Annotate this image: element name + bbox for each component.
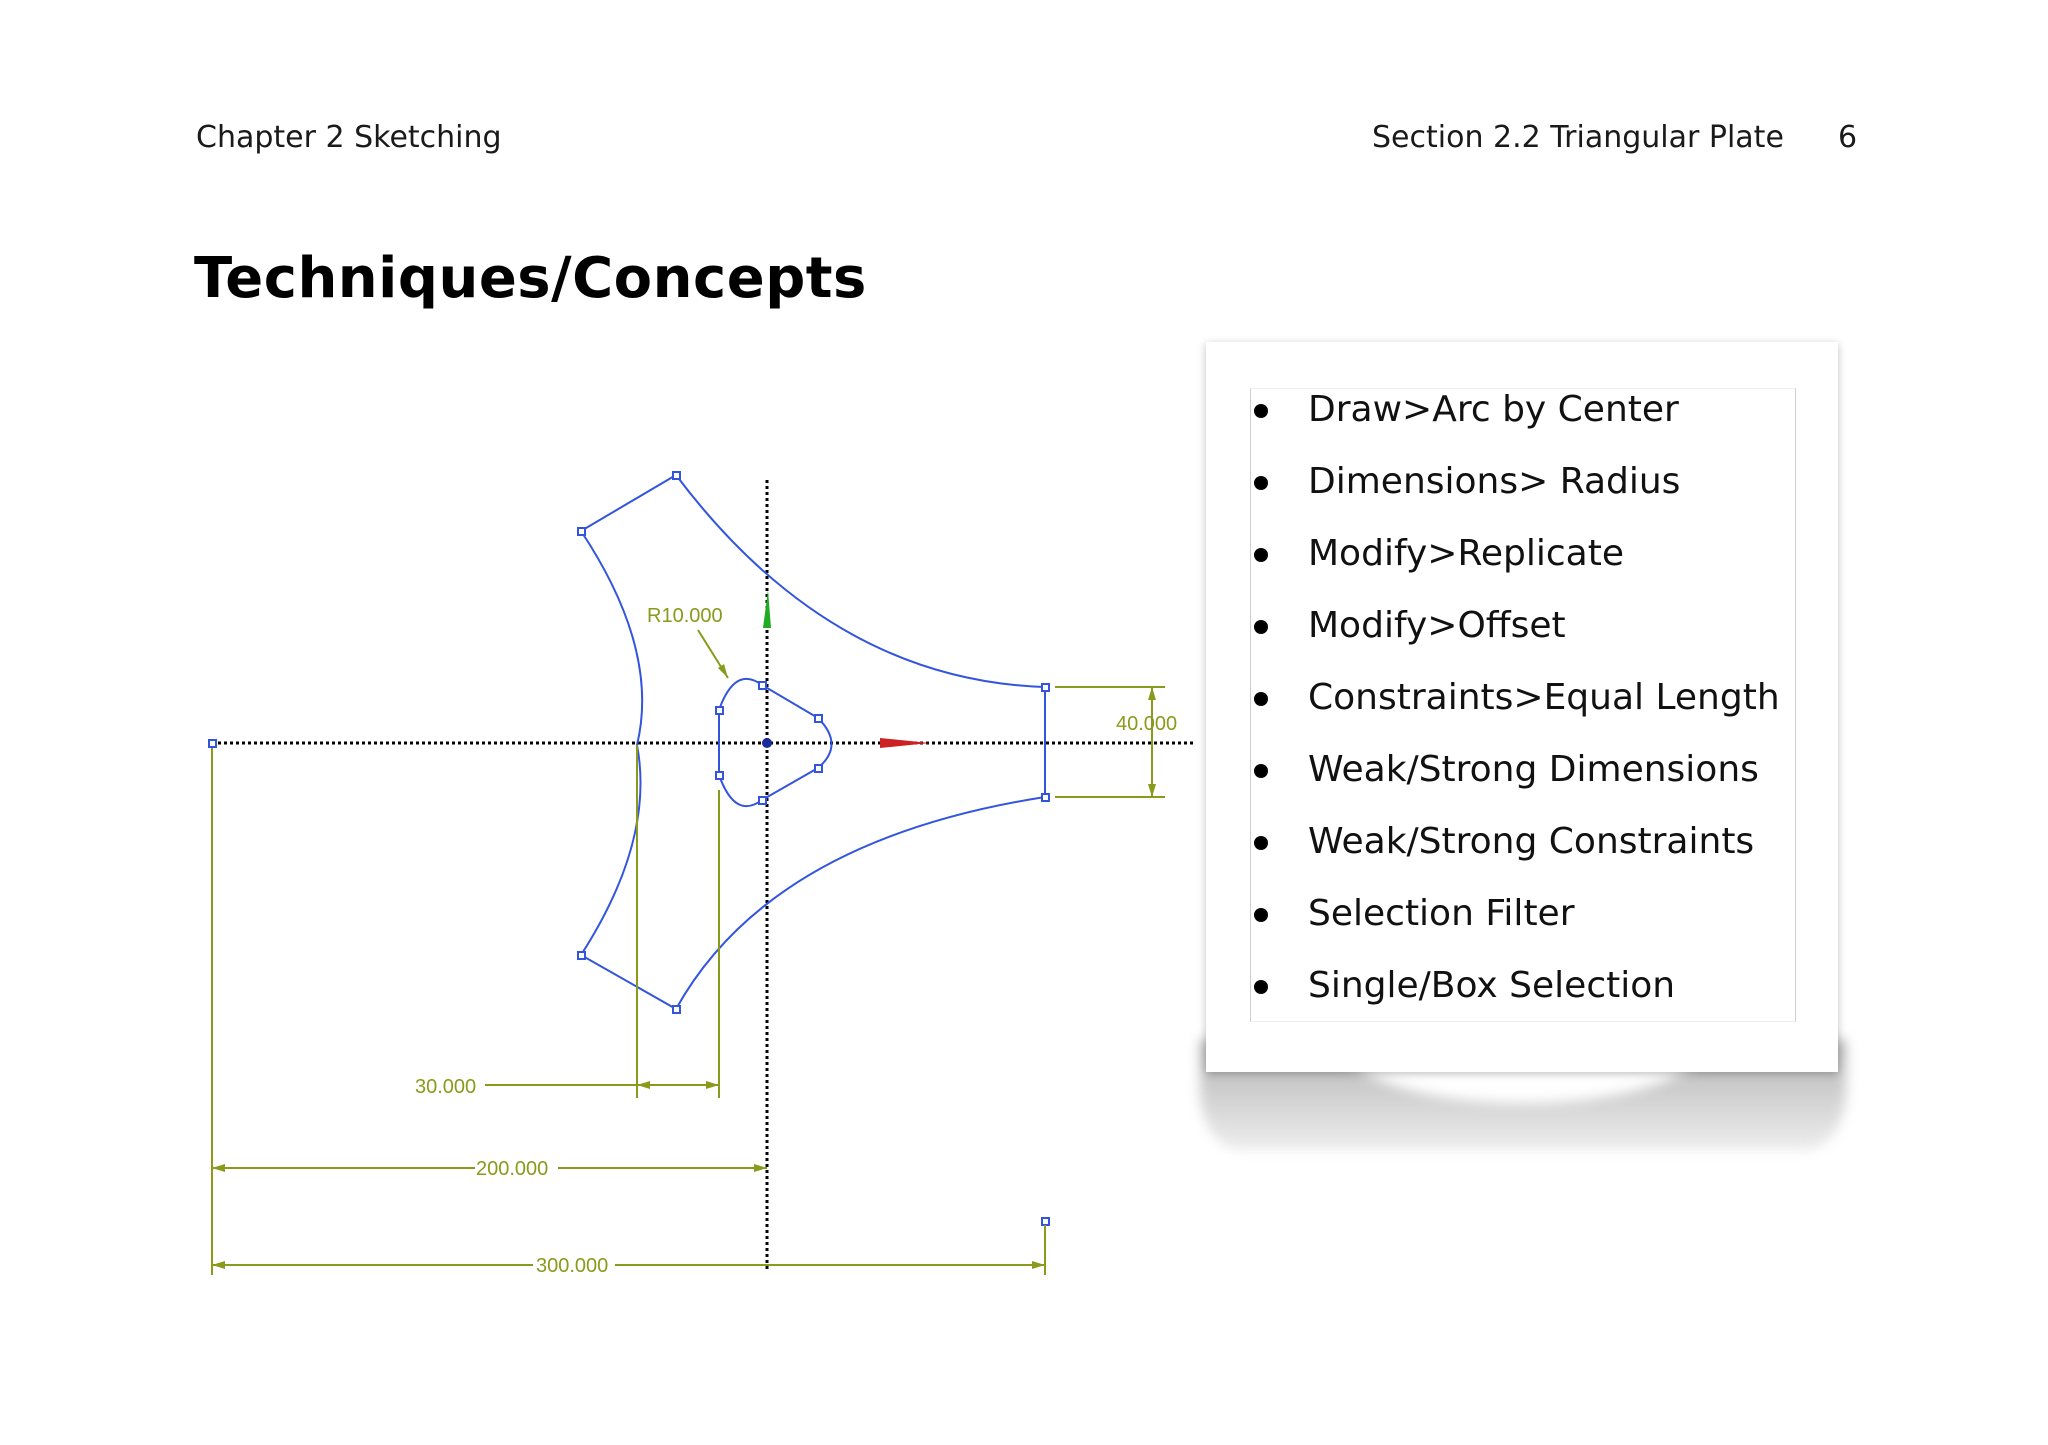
list-item-label: Modify>Offset — [1308, 605, 1566, 646]
dimension-arrowheads — [212, 664, 1156, 1269]
offset-dimension-label: 30.000 — [415, 1076, 477, 1098]
list-item-label: Constraints>Equal Length — [1308, 677, 1780, 718]
bullet-icon — [1254, 404, 1268, 418]
list-item — [1248, 526, 1780, 598]
concepts-list — [1248, 382, 1780, 1030]
radius-dimension-label: R10.000 — [647, 605, 723, 627]
list-item — [1248, 958, 1780, 1030]
list-item-label: Weak/Strong Constraints — [1308, 821, 1755, 862]
list-item — [1248, 454, 1780, 526]
list-item — [1248, 598, 1780, 670]
bullet-icon — [1254, 836, 1268, 850]
page-title: Techniques/Concepts — [194, 246, 867, 311]
chapter-header: Chapter 2 Sketching — [196, 120, 502, 155]
dimension-lines — [212, 630, 1165, 1275]
bullet-icon — [1254, 764, 1268, 778]
list-item — [1248, 742, 1780, 814]
list-item-label: Single/Box Selection — [1308, 965, 1676, 1006]
list-item-label: Modify>Replicate — [1308, 533, 1624, 574]
total-length-dimension-label: 300.000 — [536, 1255, 609, 1277]
page-number: 6 — [1838, 120, 1858, 155]
x-axis-arrow-icon — [880, 738, 930, 748]
origin-point — [762, 738, 772, 748]
list-item-label: Weak/Strong Dimensions — [1308, 749, 1759, 790]
list-item — [1248, 886, 1780, 958]
list-item — [1248, 382, 1780, 454]
bullet-icon — [1254, 476, 1268, 490]
center-distance-dimension-label: 200.000 — [476, 1158, 549, 1180]
list-item — [1248, 814, 1780, 886]
height-dimension-label: 40.000 — [1116, 713, 1178, 735]
bullet-icon — [1254, 692, 1268, 706]
section-header: Section 2.2 Triangular Plate — [1372, 120, 1784, 155]
list-item-label: Draw>Arc by Center — [1308, 389, 1679, 430]
control-points — [209, 472, 1049, 1225]
bullet-icon — [1254, 548, 1268, 562]
bullet-icon — [1254, 620, 1268, 634]
list-item-label: Selection Filter — [1308, 893, 1575, 934]
list-item-label: Dimensions> Radius — [1308, 461, 1681, 502]
bullet-icon — [1254, 980, 1268, 994]
bullet-icon — [1254, 908, 1268, 922]
list-item — [1248, 670, 1780, 742]
